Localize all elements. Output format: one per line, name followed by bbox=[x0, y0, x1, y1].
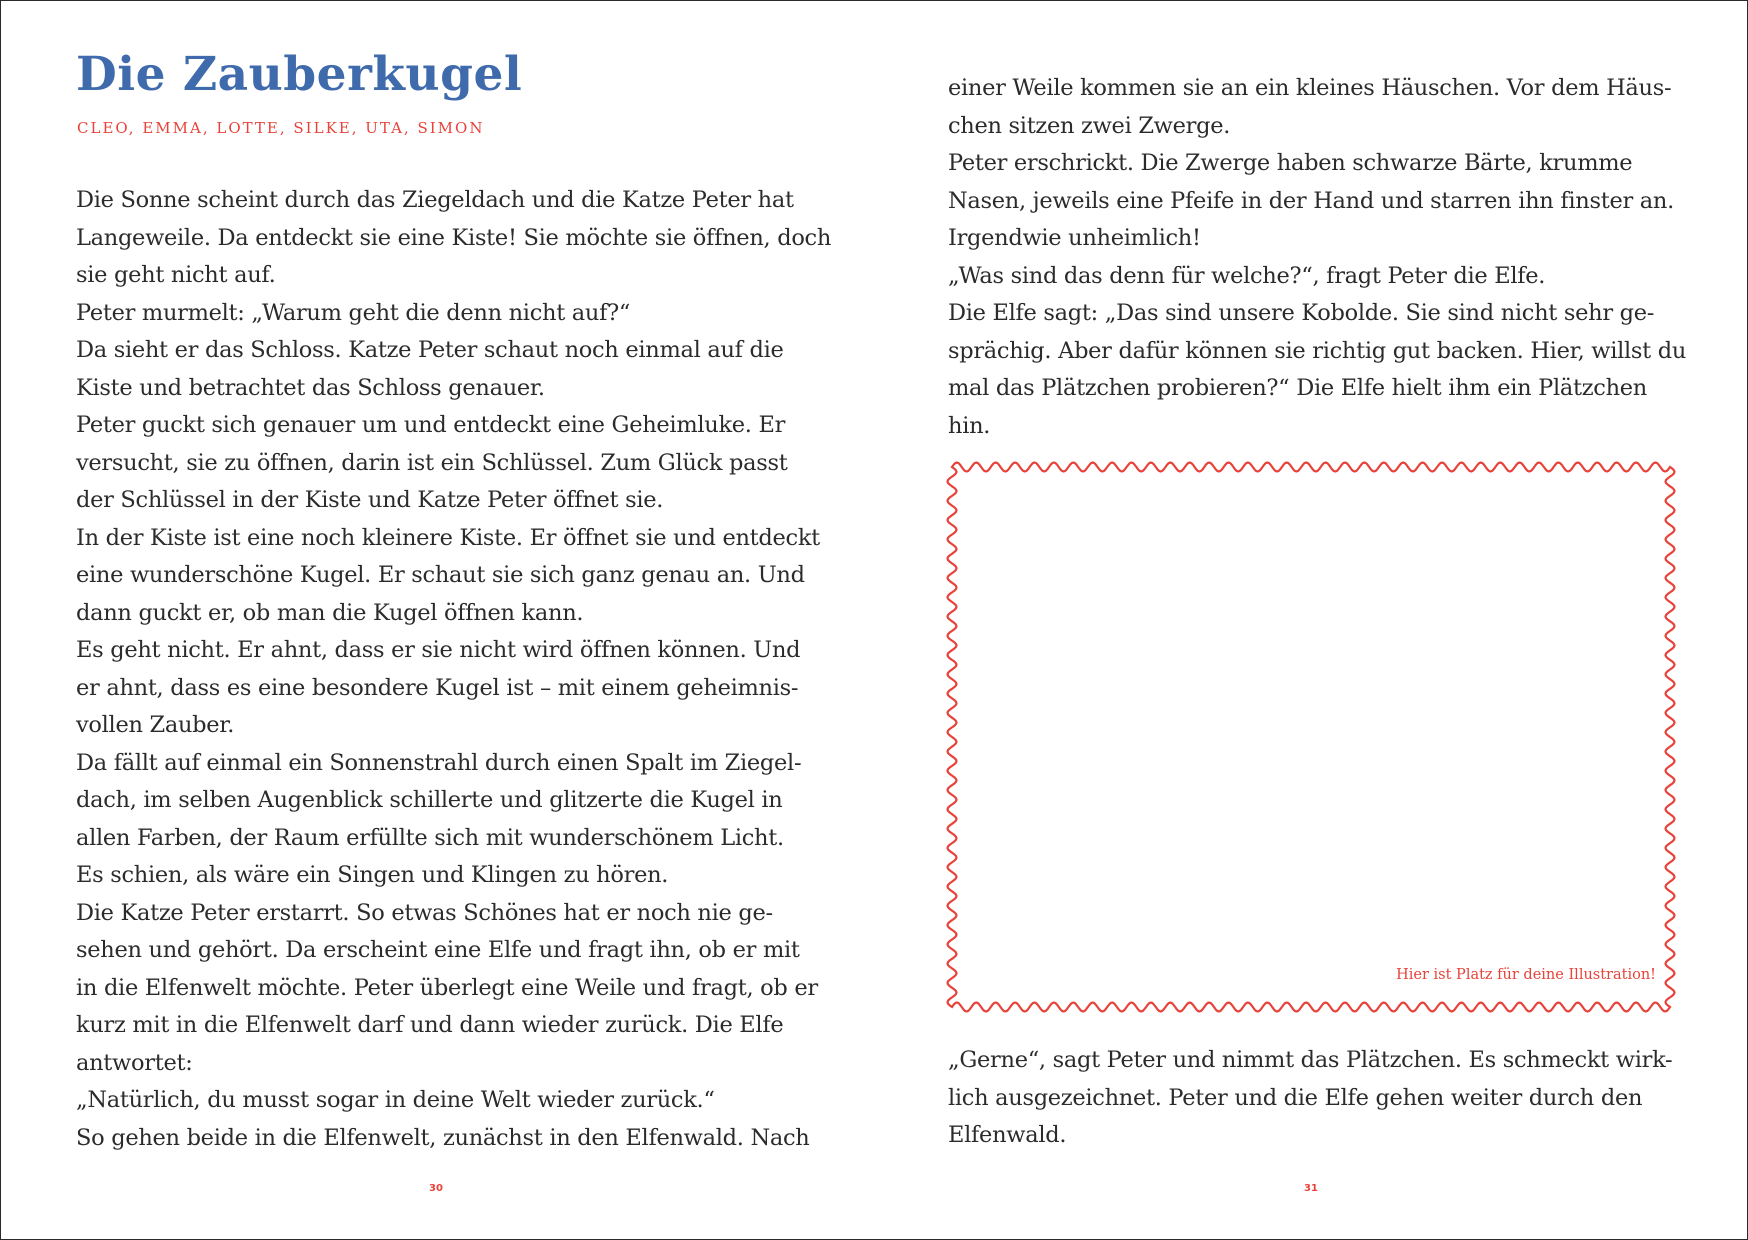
text-line: er ahnt, dass es eine besondere Kugel ist – mit einem geheimnis- bbox=[76, 674, 799, 701]
text-line: Langeweile. Da entdeckt sie eine Kiste! Sie möchte sie öffnen, doch bbox=[76, 224, 832, 251]
text-line: lich ausgezeichnet. Peter und die Elfe gehen weiter durch den bbox=[948, 1084, 1643, 1111]
text-line: sehen und gehört. Da erscheint eine Elfe und fragt ihn, ob er mit bbox=[76, 937, 800, 963]
text-line: Die Elfe sagt: „Das sind unsere Kobolde. Sie sind nicht sehr ge- bbox=[948, 300, 1655, 326]
text-line: Kiste und betrachtet das Schloss genauer. bbox=[76, 374, 545, 401]
story-text-right-bottom bbox=[948, 1042, 1672, 1155]
text-line: allen Farben, der Raum erfüllte sich mit wunderschönem Licht. bbox=[76, 824, 784, 851]
text-line: Peter murmelt: „Warum geht die denn nicht auf?“ bbox=[76, 299, 631, 326]
text-line: sie geht nicht auf. bbox=[76, 262, 276, 288]
text-line: der Schlüssel in der Kiste und Katze Peter öffnet sie. bbox=[76, 487, 664, 513]
text-line: mal das Plätzchen probieren?“ Die Elfe hielt ihm ein Plätzchen bbox=[948, 375, 1647, 401]
text-line: Irgendwie unheimlich! bbox=[948, 225, 1201, 251]
text-line: sprächig. Aber dafür können sie richtig gut backen. Hier, willst du bbox=[948, 337, 1687, 364]
text-line: kurz mit in die Elfenwelt darf und dann wieder zurück. Die Elfe bbox=[76, 1012, 784, 1038]
wavy-border bbox=[946, 461, 1676, 1013]
story-title: Die Zauberkugel bbox=[76, 47, 523, 102]
text-line: einer Weile kommen sie an ein kleines Häuschen. Vor dem Häus- bbox=[948, 75, 1672, 101]
text-line: In der Kiste ist eine noch kleinere Kiste. Er öffnet sie und entdeckt bbox=[76, 524, 820, 551]
story-text-right-top bbox=[948, 70, 1686, 445]
text-line: eine wunderschöne Kugel. Er schaut sie sich ganz genau an. Und bbox=[76, 562, 805, 588]
text-line: Nasen, jeweils eine Pfeife in der Hand und starren ihn finster an. bbox=[948, 187, 1674, 214]
left-page bbox=[1, 1, 874, 1239]
story-authors: CLEO, EMMA, LOTTE, SILKE, UTA, SIMON bbox=[77, 119, 485, 137]
illustration-caption: Hier ist Platz für deine Illustration! bbox=[1396, 967, 1656, 983]
text-line: Peter guckt sich genauer um und entdeckt eine Geheimluke. Er bbox=[76, 412, 786, 438]
text-line: in die Elfenwelt möchte. Peter überlegt eine Weile und fragt, ob er bbox=[76, 974, 818, 1001]
text-line: Es schien, als wäre ein Singen und Klingen zu hören. bbox=[76, 862, 669, 888]
text-line: Die Katze Peter erstarrt. So etwas Schönes hat er noch nie ge- bbox=[76, 899, 773, 926]
text-line: „Gerne“, sagt Peter und nimmt das Plätzchen. Es schmeckt wirk- bbox=[948, 1047, 1673, 1073]
text-line: versucht, sie zu öffnen, darin ist ein Schlüssel. Zum Glück passt bbox=[76, 449, 788, 476]
page-number-right: 31 bbox=[1304, 1183, 1318, 1194]
text-line: Peter erschrickt. Die Zwerge haben schwarze Bärte, krumme bbox=[948, 150, 1633, 176]
right-page bbox=[874, 1, 1747, 1239]
text-line: „Was sind das denn für welche?“, fragt Peter die Elfe. bbox=[948, 262, 1546, 289]
text-line: chen sitzen zwei Zwerge. bbox=[948, 112, 1231, 139]
page-number-left: 30 bbox=[429, 1183, 443, 1194]
text-line: antwortet: bbox=[76, 1049, 193, 1076]
text-line: Elfenwald. bbox=[948, 1122, 1067, 1148]
text-line: „Natürlich, du musst sogar in deine Welt wieder zurück.“ bbox=[76, 1087, 715, 1113]
text-line: dach, im selben Augenblick schillerte und glitzerte die Kugel in bbox=[76, 787, 783, 813]
text-line: Es geht nicht. Er ahnt, dass er sie nicht wird öffnen können. Und bbox=[76, 637, 801, 663]
text-line: vollen Zauber. bbox=[76, 712, 235, 738]
text-line: So gehen beide in die Elfenwelt, zunächst in den Elfenwald. Nach bbox=[76, 1124, 810, 1151]
text-line: Da fällt auf einmal ein Sonnenstrahl durch einen Spalt im Ziegel- bbox=[76, 749, 802, 776]
text-line: Die Sonne scheint durch das Ziegeldach und die Katze Peter hat bbox=[76, 187, 794, 213]
illustration-frame bbox=[946, 461, 1676, 1013]
story-text-left bbox=[76, 182, 831, 1157]
text-line: Da sieht er das Schloss. Katze Peter schaut noch einmal auf die bbox=[76, 337, 784, 363]
text-line: dann guckt er, ob man die Kugel öffnen kann. bbox=[76, 599, 584, 626]
text-line: hin. bbox=[948, 412, 991, 439]
